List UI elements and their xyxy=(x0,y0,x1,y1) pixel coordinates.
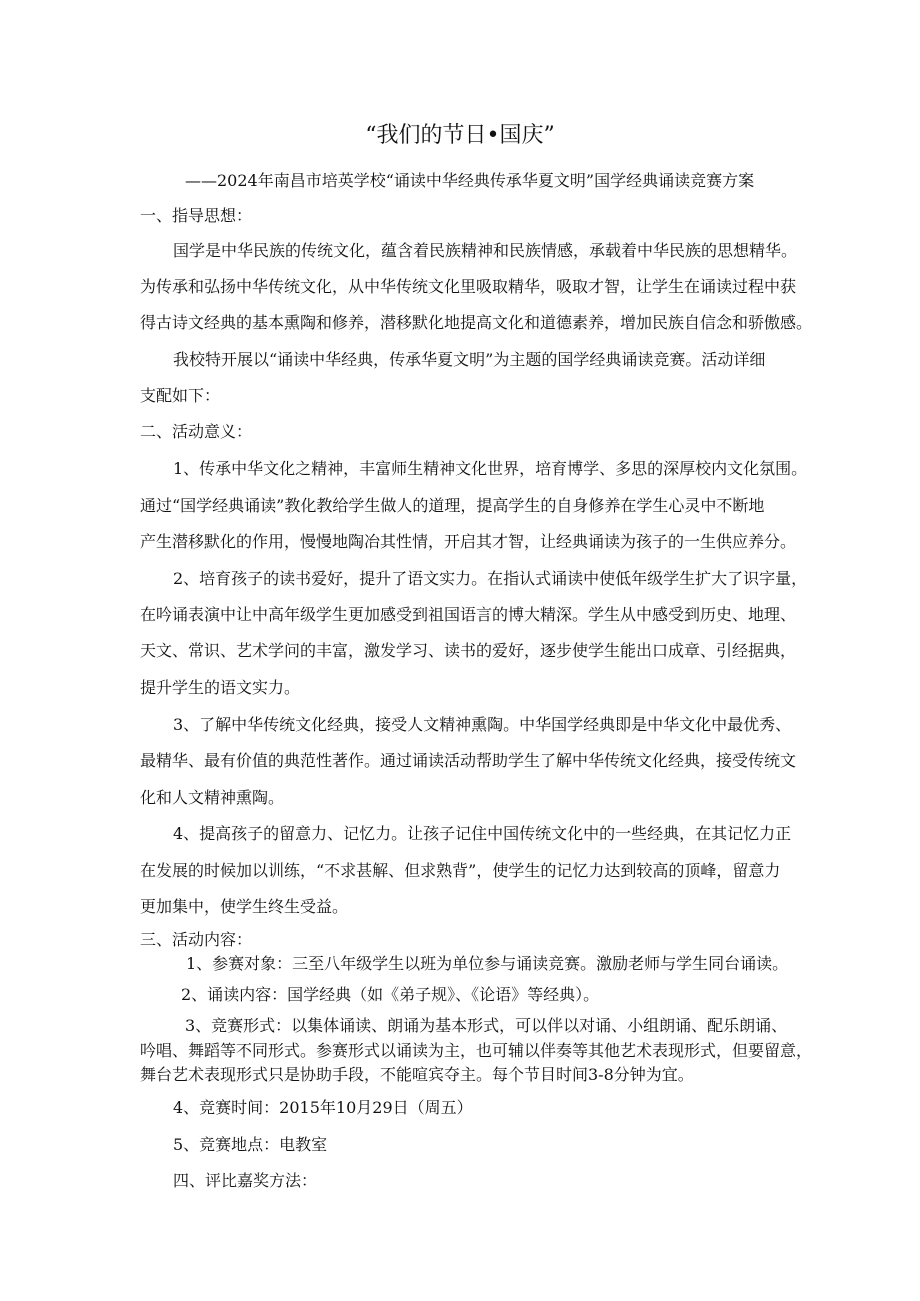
paragraph-line: 化和人文精神熏陶。 xyxy=(140,788,285,807)
paragraph-line: 最精华、最有价值的典范性著作。通过诵读活动帮助学生了解中华传统文化经典，接受传统文 xyxy=(140,751,797,770)
section-heading-guiding-thought: 一、指导思想： xyxy=(140,206,253,225)
paragraph-line: 更加集中，使学生终生受益。 xyxy=(140,897,349,916)
paragraph-line: 得古诗文经典的基本熏陶和修养，潜移默化地提高文化和道德素养，增加民族自信念和骄傲感。 xyxy=(140,313,813,332)
list-item: 2、诵读内容：国学经典（如《弟子规》、《论语》等经典）。 xyxy=(181,985,600,1004)
paragraph-line: 为传承和弘扬中华传统文化，从中华传统文化里吸取精华，吸取才智，让学生在诵读过程中获 xyxy=(140,277,797,296)
list-item: 5、竞赛地点：电教室 xyxy=(173,1135,328,1154)
page-title: “我们的节日•国庆” xyxy=(365,123,555,148)
paragraph-line: 吟唱、舞蹈等不同形式。参赛形式以诵读为主，也可辅以伴奏等其他艺术表现形式，但要留意， xyxy=(140,1041,813,1060)
paragraph-line: 在发展的时候加以训练，“不求甚解、但求熟背”，使学生的记忆力达到较高的顶峰，留意力 xyxy=(140,861,781,880)
paragraph-line: 舞台艺术表现形式只是协助手段，不能喧宾夺主。每个节目时间3-8分钟为宜。 xyxy=(140,1065,694,1084)
list-item: 4、竞赛时间：2015年10月29日（周五） xyxy=(173,1098,473,1117)
paragraph-line: 3、了解中华传统文化经典，接受人文精神熏陶。中华国学经典即是中华文化中最优秀、 xyxy=(173,715,792,734)
section-heading-significance: 二、活动意义： xyxy=(140,422,253,441)
section-heading-awards: 四、评比嘉奖方法： xyxy=(173,1171,318,1190)
paragraph-line: 产生潜移默化的作用，慢慢地陶冶其性情，开启其才智，让经典诵读为孩子的一生供应养分。 xyxy=(140,532,797,551)
paragraph-line: 天文、常识、艺术学问的丰富，激发学习、读书的爱好，逐步使学生能出口成章、引经据典， xyxy=(140,641,797,660)
list-item: 3、竞赛形式：以集体诵读、朗诵为基本形式，可以伴以对诵、小组朗诵、配乐朗诵、 xyxy=(185,1016,788,1035)
paragraph-line: 2、培育孩子的读书爱好，提升了语文实力。在指认式诵读中使低年级学生扩大了识字量， xyxy=(173,569,808,588)
paragraph-line: 1、传承中华文化之精神，丰富师生精神文化世界，培育博学、多思的深厚校内文化氛围。 xyxy=(173,459,808,478)
section-heading-content: 三、活动内容： xyxy=(140,930,253,949)
paragraph-line: 提升学生的语文实力。 xyxy=(140,678,301,697)
paragraph-line: 通过“国学经典诵读”教化教给学生做人的道理，提高学生的自身修养在学生心灵中不断地 xyxy=(140,496,765,515)
subtitle: ——2024年南昌市培英学校“诵读中华经典传承华夏文明”国学经典诵读竞赛方案 xyxy=(185,171,755,190)
paragraph-line: 4、提高孩子的留意力、记忆力。让孩子记住中国传统文化中的一些经典，在其记忆力正 xyxy=(173,824,792,843)
paragraph-line: 国学是中华民族的传统文化，蕴含着民族精神和民族情感，承载着中华民族的思想精华。 xyxy=(173,241,798,260)
list-item: 1、参赛对象：三至八年级学生以班为单位参与诵读竞赛。激励老师与学生同台诵读。 xyxy=(186,954,789,973)
paragraph-line: 在吟诵表演中让中高年级学生更加感受到祖国语言的博大精深。学生从中感受到历史、地理、 xyxy=(140,605,797,624)
paragraph-line: 支配如下： xyxy=(140,386,221,405)
paragraph-line: 我校特开展以“诵读中华经典，传承华夏文明”为主题的国学经典诵读竞赛。活动详细 xyxy=(173,350,766,369)
